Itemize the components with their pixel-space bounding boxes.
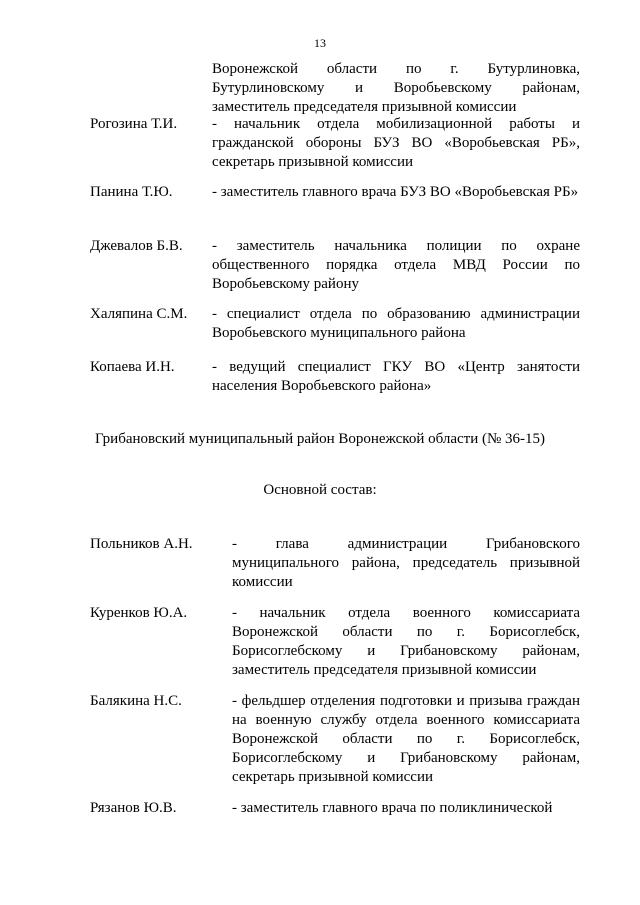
- member-description: - специалист отдела по образованию администрации Воробьевского муниципального района: [212, 306, 580, 341]
- member-description: - глава администрации Грибановского муниципального района, председатель призывной комиссии: [232, 536, 580, 590]
- continuation-text: Воронежской области по г. Бутурлиновка, Бутурлиновскому и Воробьевскому районам, заместитель председателя призывной комиссии: [212, 61, 580, 115]
- member-description: - заместитель главного врача по поликлинической: [232, 800, 553, 816]
- section-title: Грибановский муниципальный район Воронежской области (№ 36-15): [94, 431, 546, 447]
- member-name: Халяпина С.М.: [90, 306, 188, 322]
- member-description: - заместитель начальника полиции по охране общественного порядка отдела МВД России по Воробьевскому району: [212, 238, 580, 292]
- member-description: - начальник отдела военного комиссариата Воронежской области по г. Борисоглебск, Борисоглебскому и Грибановскому районам, заместитель председателя призывной комиссии: [232, 605, 580, 678]
- member-name: Рогозина Т.И.: [90, 116, 178, 132]
- page-number: 13: [314, 36, 326, 50]
- member-description: - начальник отдела мобилизационной работы и гражданской обороны БУЗ ВО «Воробьевская РБ», секретарь призывной комиссии: [212, 116, 580, 170]
- member-name: Балякина Н.С.: [90, 693, 182, 709]
- member-description: - ведущий специалист ГКУ ВО «Центр занятости населения Воробьевского района»: [212, 359, 580, 394]
- member-name: Куренков Ю.А.: [90, 605, 188, 621]
- member-name: Джевалов Б.В.: [90, 238, 183, 254]
- member-name: Панина Т.Ю.: [90, 184, 173, 200]
- member-description: - заместитель главного врача БУЗ ВО «Воробьевская РБ»: [212, 184, 579, 200]
- member-name: Рязанов Ю.В.: [90, 800, 177, 816]
- member-name: Копаева И.Н.: [90, 359, 175, 375]
- member-description: - фельдшер отделения подготовки и призыва граждан на военную службу отдела военного комиссариата Воронежской области по г. Борисоглебск, Борисоглебскому и Грибановскому районам, секретарь призывной комиссии: [232, 693, 580, 785]
- member-name: Польников А.Н.: [90, 536, 193, 552]
- section-subtitle: Основной состав:: [263, 482, 377, 498]
